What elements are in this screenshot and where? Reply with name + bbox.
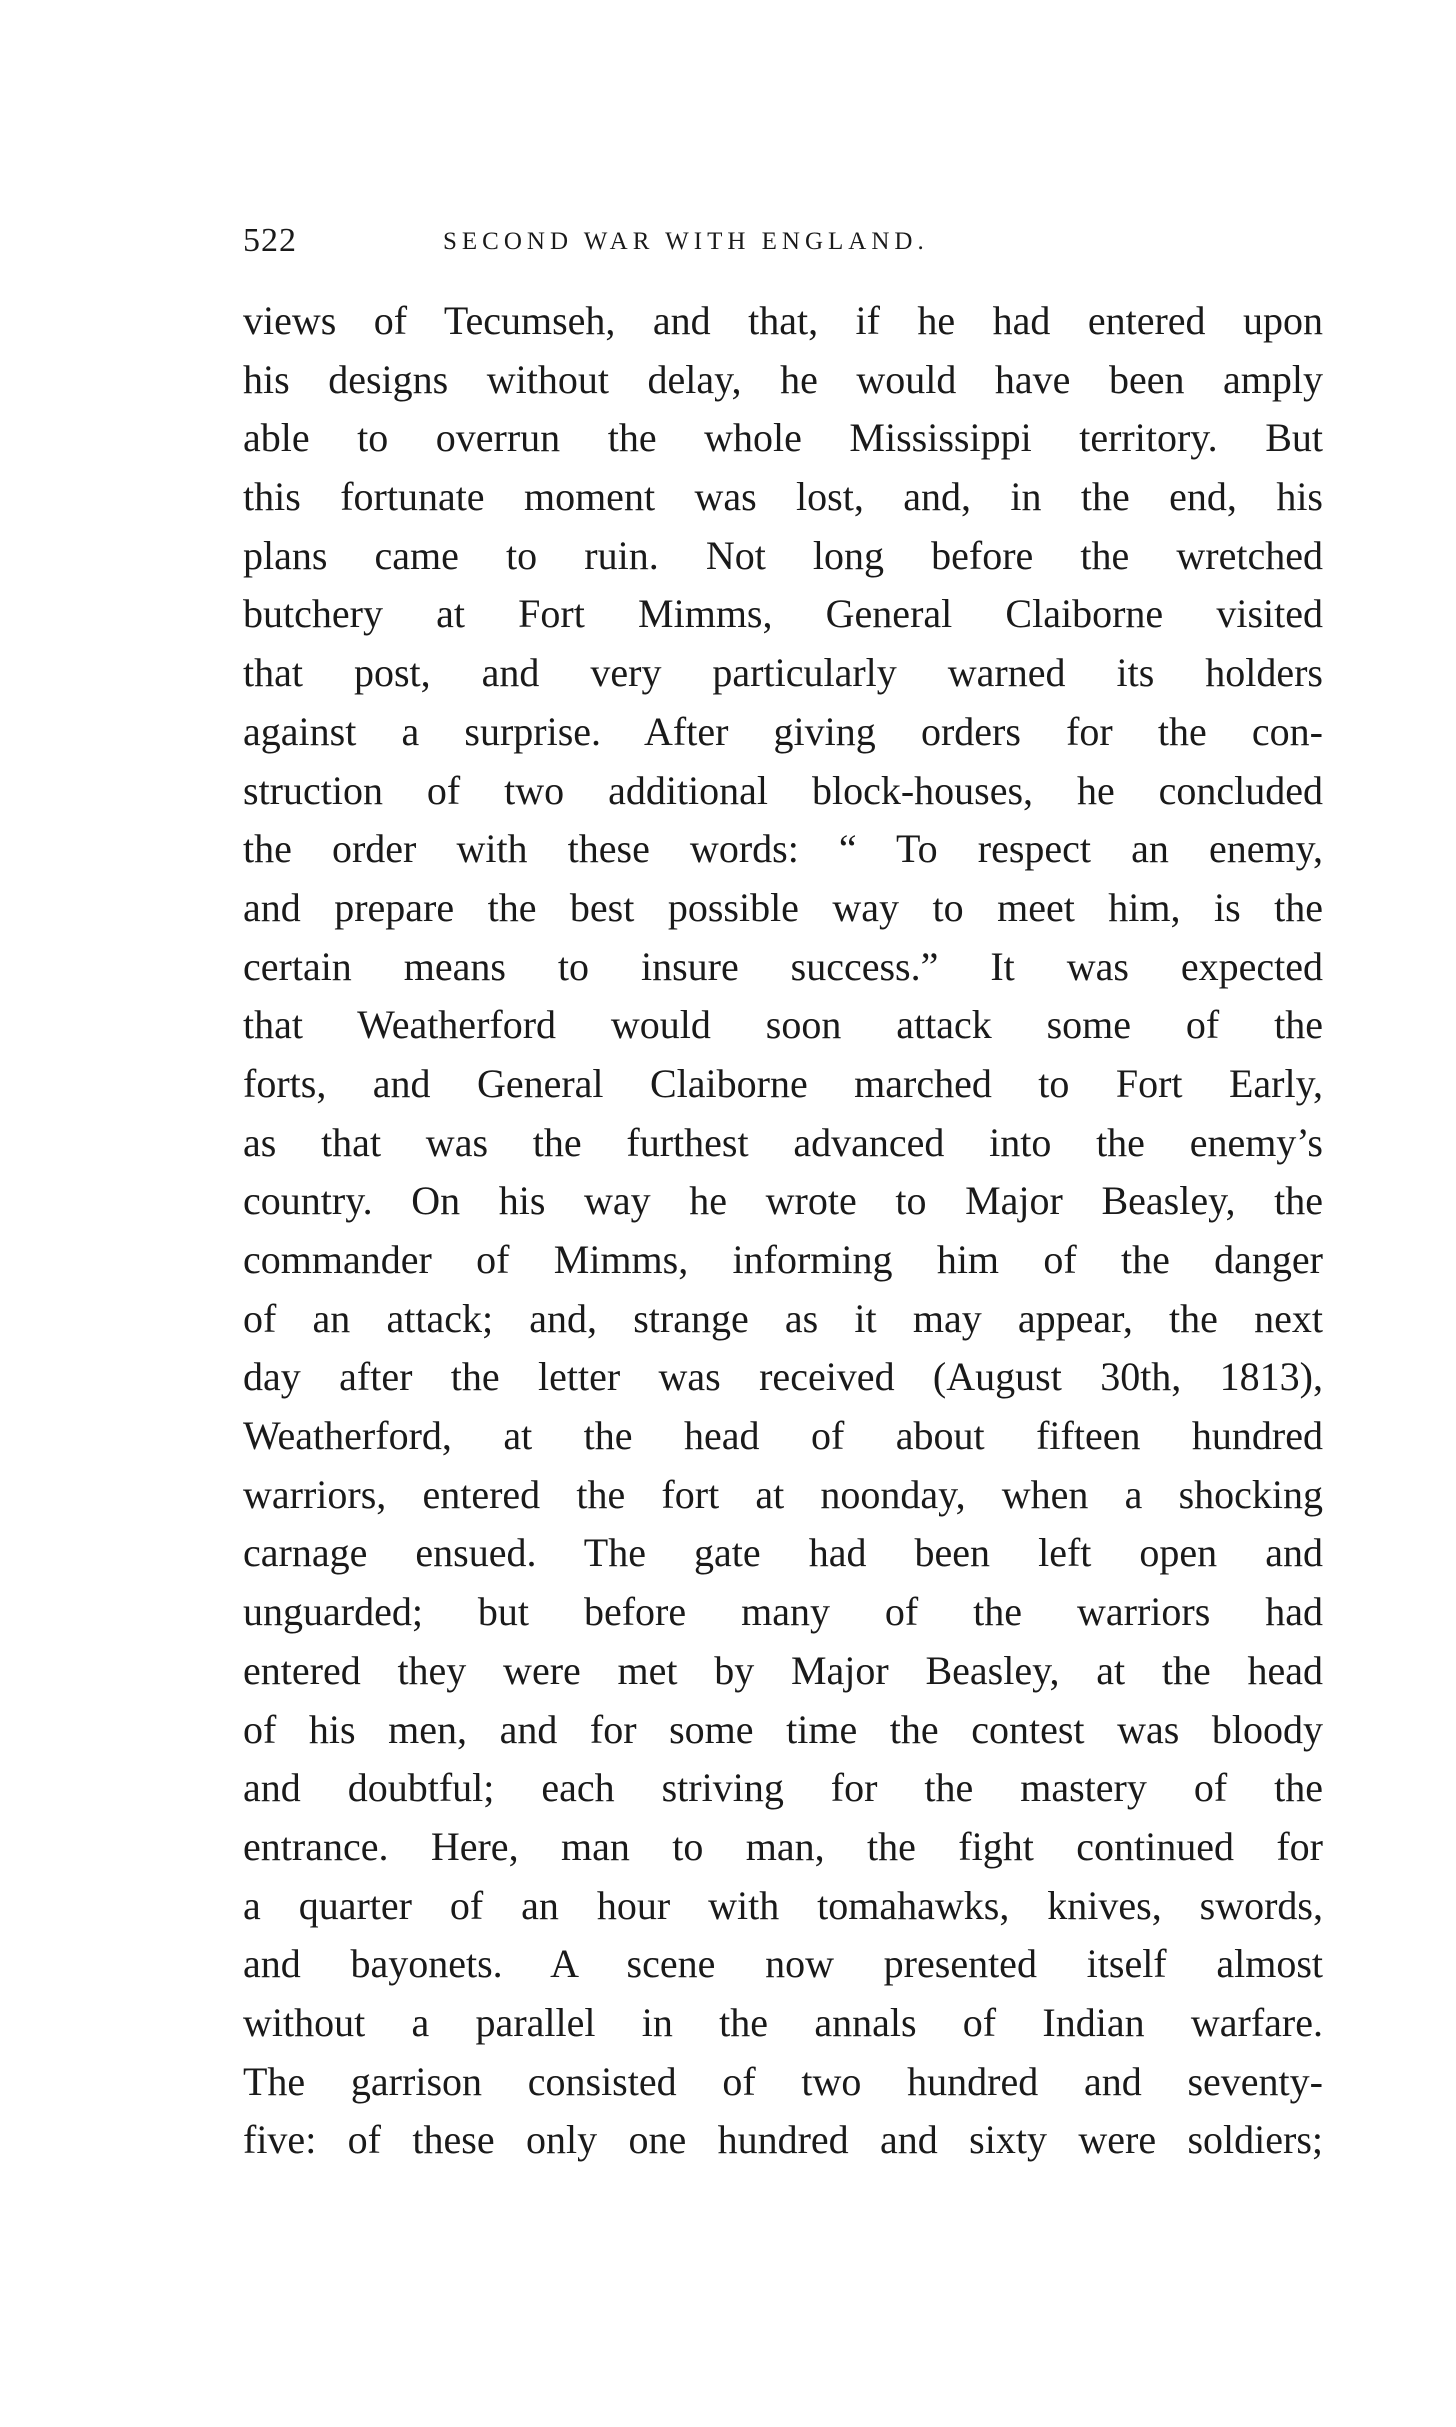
text-line: his designs without delay, he would have been amply: [243, 356, 1323, 402]
text-line: as that was the furthest advanced into the enemy’s: [243, 1119, 1323, 1165]
text-line: without a parallel in the annals of Indian warfare.: [243, 1999, 1323, 2045]
text-line: the order with these words: “ To respect an enemy,: [243, 826, 1323, 872]
text-line: carnage ensued. The gate had been left open and: [243, 1530, 1323, 1576]
text-line: a quarter of an hour with tomahawks, knives, swords,: [243, 1882, 1323, 1928]
text-line: views of Tecumseh, and that, if he had entered upon: [243, 298, 1323, 343]
text-line: Weatherford, at the head of about fifteen hundred: [243, 1413, 1323, 1459]
text-line: and prepare the best possible way to meet him, is the: [243, 884, 1323, 930]
text-line: that post, and very particularly warned its holders: [243, 650, 1323, 696]
text-line: commander of Mimms, informing him of the danger: [243, 1237, 1323, 1282]
text-line: forts, and General Claiborne marched to Fort Early,: [243, 1060, 1323, 1106]
page-number: 522: [243, 222, 297, 259]
page-header: [243, 222, 1323, 262]
text-line: of his men, and for some time the contest was bloody: [243, 1706, 1323, 1752]
text-line: that Weatherford would soon attack some of the: [243, 1002, 1323, 1048]
text-line: and bayonets. A scene now presented itself almost: [243, 1941, 1323, 1987]
text-line: able to overrun the whole Mississippi territory. But: [243, 415, 1323, 461]
text-line: certain means to insure success.” It was expected: [243, 943, 1323, 989]
text-line: butchery at Fort Mimms, General Claiborne visited: [243, 591, 1323, 637]
text-line: unguarded; but before many of the warriors had: [243, 1589, 1323, 1635]
text-line: day after the letter was received (August 30th, 1813),: [243, 1354, 1323, 1400]
text-line: struction of two additional block-houses, he concluded: [243, 767, 1323, 813]
body-text: [243, 292, 1323, 2170]
text-line: and doubtful; each striving for the mastery of the: [243, 1765, 1323, 1811]
text-line: country. On his way he wrote to Major Beasley, the: [243, 1178, 1323, 1224]
text-line: of an attack; and, strange as it may appear, the next: [243, 1295, 1323, 1341]
text-line: five: of these only one hundred and sixty were soldiers;: [243, 2117, 1323, 2163]
text-line: plans came to ruin. Not long before the wretched: [243, 532, 1323, 578]
text-line: against a surprise. After giving orders for the con-: [243, 708, 1323, 754]
text-line: The garrison consisted of two hundred and seventy-: [243, 2058, 1323, 2104]
text-line: entered they were met by Major Beasley, at the head: [243, 1647, 1323, 1693]
text-line: warriors, entered the fort at noonday, when a shocking: [243, 1471, 1323, 1517]
text-line: this fortunate moment was lost, and, in the end, his: [243, 474, 1323, 520]
running-title: SECOND WAR WITH ENGLAND.: [443, 228, 929, 255]
text-line: entrance. Here, man to man, the fight continued for: [243, 1823, 1323, 1869]
